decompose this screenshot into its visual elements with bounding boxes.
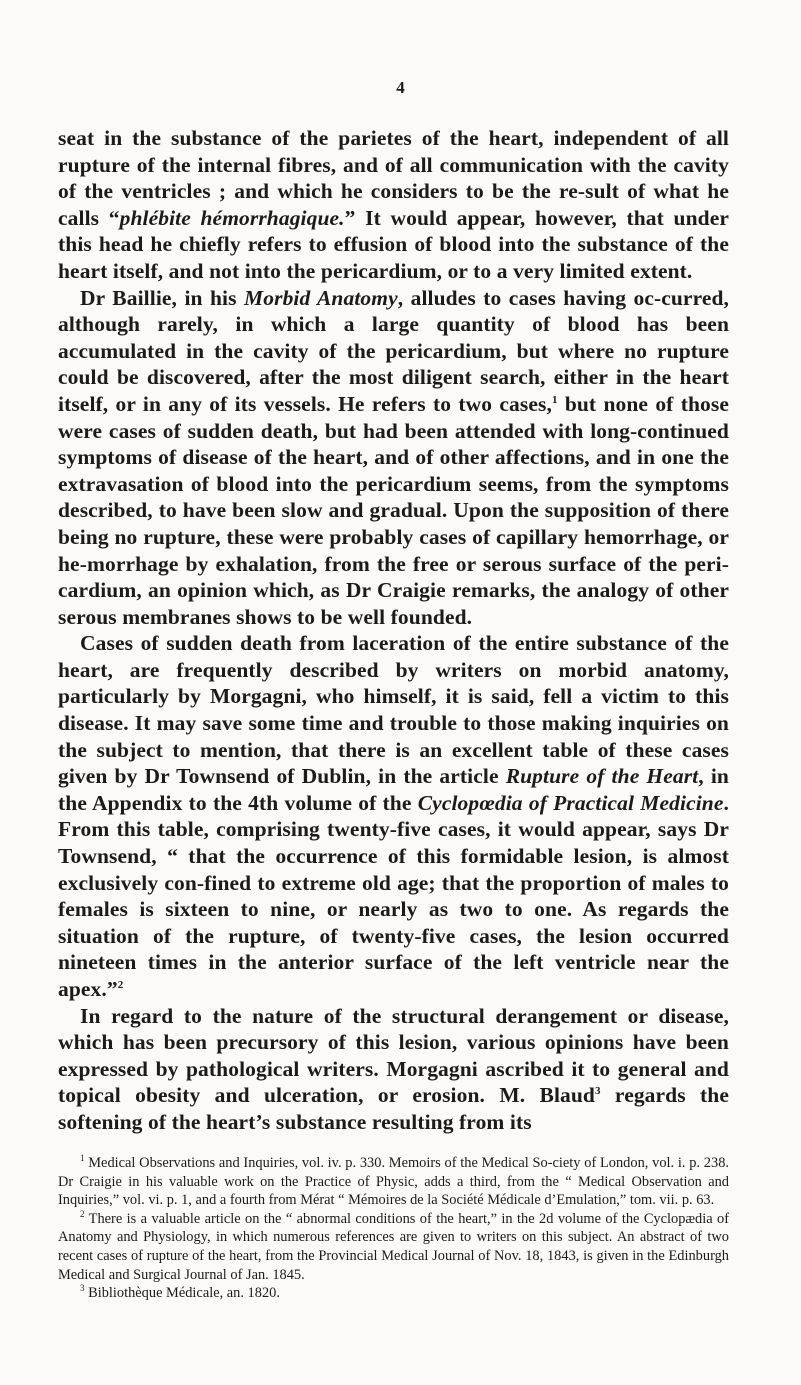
- footnote-text: Bibliothèque Médicale, an. 1820.: [88, 1285, 280, 1302]
- text-run: but none of those were cases of sudden death, but had been attended with long-continued symptoms of disease of the heart, and of other affections, and in one the extravasation of blood into the pericardium seems, from the symptoms described, to have been slow and gradual. Upon the supposition of there being no rupture, these were probably cases of capillary hemorrhage, or he-morrhage by exhalation, from the free or serous surface of the peri-cardium, an opinion which, as Dr Craigie remarks, the analogy of other serous membranes shows to be well founded.: [58, 391, 729, 629]
- main-text: [58, 125, 729, 1136]
- paragraph: [58, 1003, 729, 1136]
- text-run: , in the Appendix to the 4th volume of the: [58, 764, 729, 815]
- text-run: seat in the substance of the parietes of the heart, independent of all rupture of the internal fibres, and of all communication with the cavity of the ventricles ; and which he considers to be the re-sult of what he calls “: [58, 126, 729, 230]
- paragraph: [58, 285, 729, 631]
- footnote: [58, 1284, 729, 1303]
- text-run: regards the softening of the heart’s substance resulting from its: [58, 1083, 729, 1134]
- footnotes: [58, 1154, 729, 1303]
- italic-text: phlébite hémorrhagique.: [119, 205, 345, 230]
- text-run: Cases of sudden death from laceration of the entire substance of the heart, are frequently described by writers on morbid anatomy, particularly by Morgagni, who himself, it is said, fell a victim to this disease. It may save some time and trouble to those making inquiries on the subject to mention, that there is an excellent table of these cases given by Dr Townsend of Dublin, in the article: [58, 631, 729, 789]
- text-run: Dr Baillie, in his: [80, 285, 245, 310]
- paragraph: [58, 125, 729, 285]
- footnote-mark: 1: [80, 1153, 85, 1164]
- footnote: [58, 1210, 729, 1284]
- footnote: [58, 1154, 729, 1210]
- page-number: 4: [396, 78, 405, 97]
- footnote-text: There is a valuable article on the “ abnormal conditions of the heart,” in the 2d volume of the Cyclopædia of Anatomy and Physiology, in which numerous references are given to writers on this subject. An abstract of two recent cases of rupture of the heart, from the Provincial Medical Journal of Nov. 18, 1843, is given in the Edinburgh Medical and Surgical Journal of Jan. 1845.: [58, 1210, 729, 1283]
- footnote-reference: 1: [551, 393, 558, 406]
- footnote-mark: 3: [80, 1283, 85, 1294]
- italic-text: Rupture of the Heart: [505, 764, 699, 789]
- footnote-mark: 2: [80, 1208, 85, 1219]
- footnote-reference: 2: [117, 978, 124, 991]
- footnote-reference: 3: [595, 1085, 601, 1098]
- text-run: , alludes to cases having oc-curred, although rarely, in which a large quantity of blood has been accumulated in the cavity of the pericardium, but where no rupture could be discovered, after the most diligent search, either in the heart itself, or in any of its vessels. He refers to two cases,: [58, 285, 729, 416]
- text-run: . From this table, comprising twenty-five cases, it would appear, says Dr Townsend, “ that the occurrence of this formidable lesion, is almost exclusively con-fined to extreme old age; that the proportion of males to females is sixteen to nine, or nearly as two to one. As regards the situation of the rupture, of twenty-five cases, the lesion occurred nineteen times in the anterior surface of the left ventricle near the apex.”: [58, 790, 729, 1001]
- paragraph: [58, 630, 729, 1002]
- text-run: ” It would appear, however, that under this head he chiefly refers to effusion of blood into the substance of the heart itself, and not into the pericardium, or to a very limited extent.: [58, 205, 729, 283]
- footnote-text: Medical Observations and Inquiries, vol. iv. p. 330. Memoirs of the Medical So-ciety of London, vol. i. p. 238. Dr Craigie in his valuable work on the Practice of Physic, adds a third, from the “ Medical Observation and Inquiries,” vol. vi. p. 1, and a fourth from Mérat “ Mémoires de la Société Médicale d’Emulation,” tom. vii. p. 63.: [58, 1155, 729, 1209]
- italic-text: Cyclopœdia of Practical Medicine: [417, 790, 724, 815]
- text-run: In regard to the nature of the structural derangement or disease, which has been precursory of this lesion, various opinions have been expressed by pathological writers. Morgagni ascribed it to general and topical obesity and ulceration, or erosion. M. Blaud: [58, 1003, 729, 1108]
- italic-text: Morbid Anatomy: [244, 285, 398, 310]
